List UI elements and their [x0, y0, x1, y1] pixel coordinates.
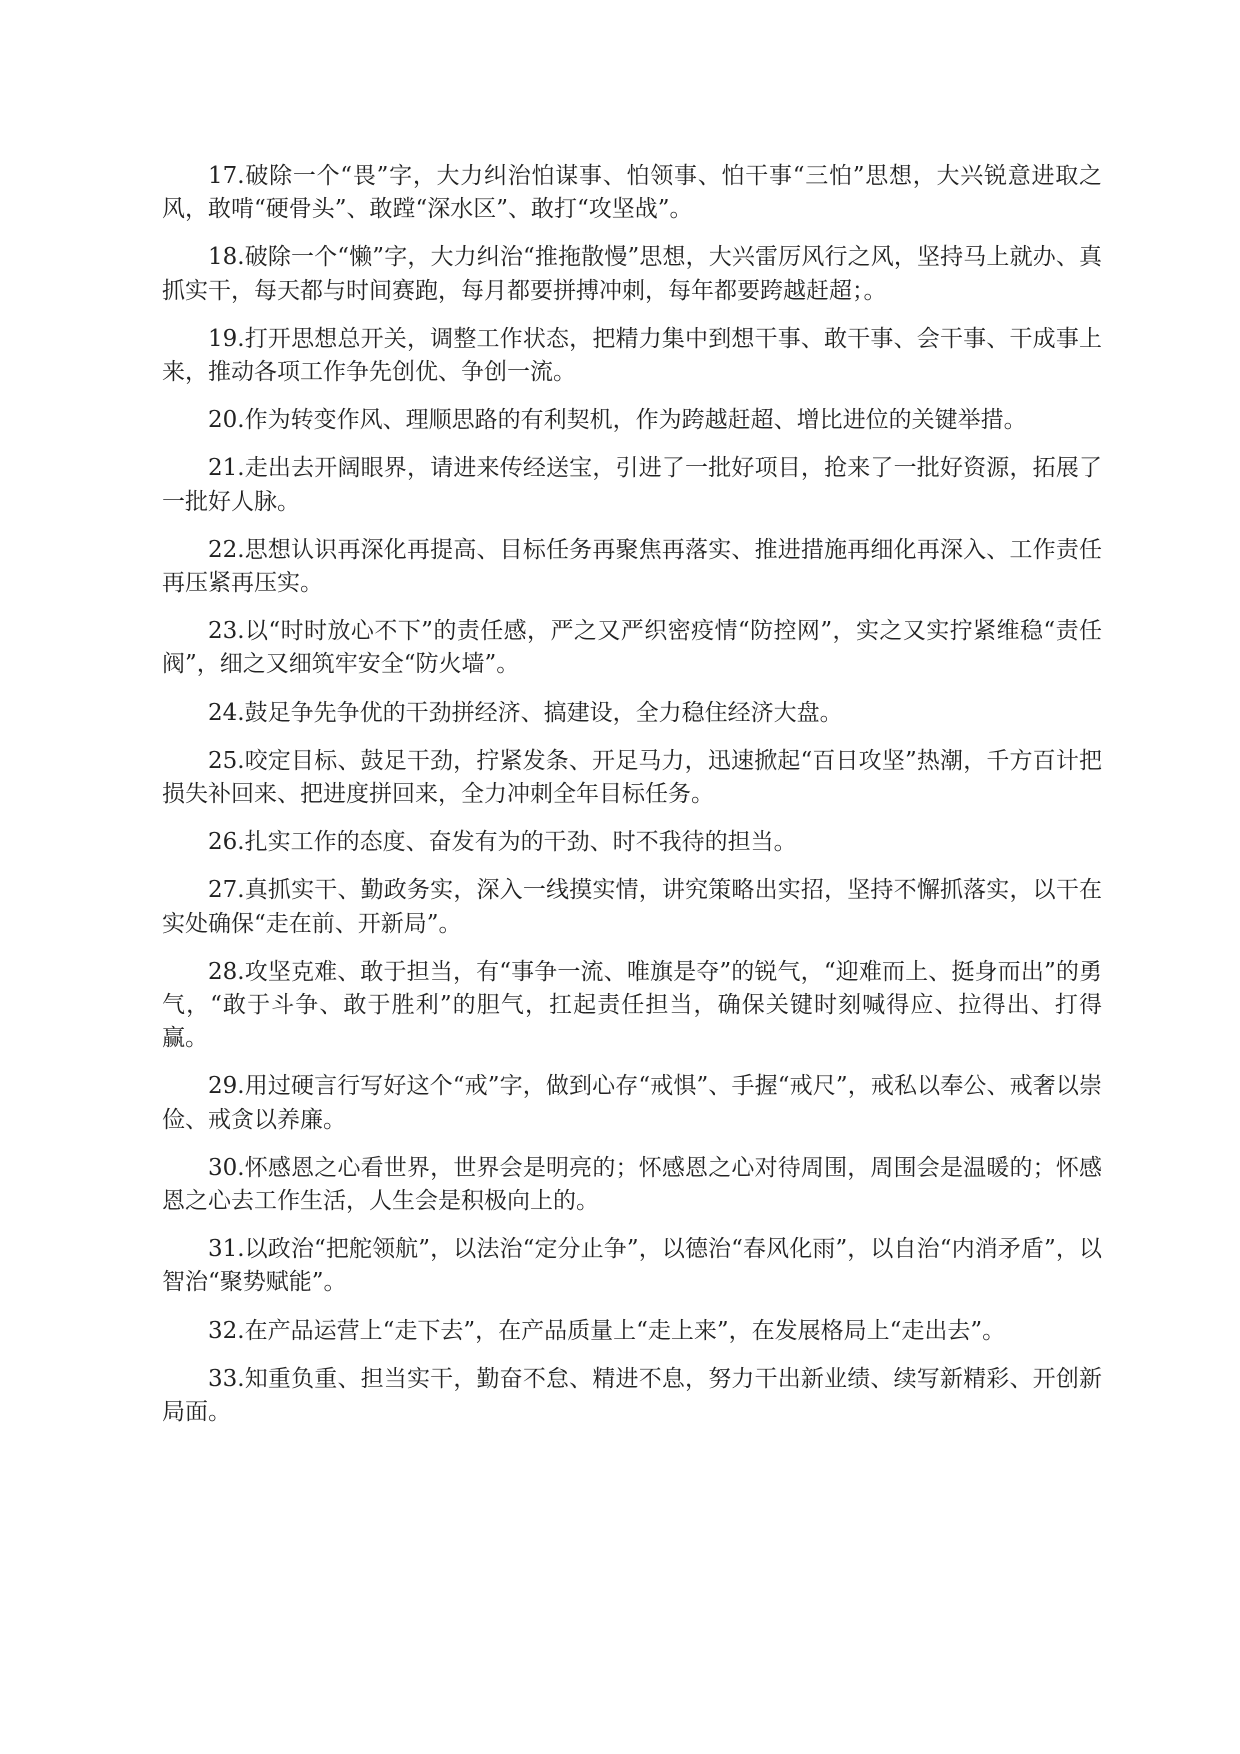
paragraph-32: 32.在产品运营上“走下去”，在产品质量上“走上来”，在发展格局上“走出去”。 [208, 1317, 1006, 1344]
paragraph-22: 22.思想认识再深化再提高、目标任务再聚焦再落实、推进措施再细化再深入、工作责任再压紧再压实。 [162, 536, 1102, 597]
paragraph-24: 24.鼓足争先争优的干劲拼经济、搞建设，全力稳住经济大盘。 [208, 699, 843, 726]
paragraph-18: 18.破除一个“懒”字，大力纠治“推拖散慢”思想，大兴雷厉风行之风，坚持马上就办、真抓实干，每天都与时间赛跑，每月都要拼搏冲刺，每年都要跨越赶超；。 [162, 244, 1102, 304]
paragraph-21: 21.走出去开阔眼界，请进来传经送宝，引进了一批好项目，抢来了一批好资源，拓展了一批好人脉。 [162, 455, 1102, 515]
paragraph-26: 26.扎实工作的态度、奋发有为的干劲、时不我待的担当。 [208, 829, 797, 856]
paragraph-28: 28.攻坚克难、敢于担当，有“事争一流、唯旗是夺”的锐气，“迎难而上、挺身而出”的勇气，“敢于斗争、敢于胜利”的胆气，扛起责任担当，确保关键时刻喊得应、拉得出、打得赢。 [162, 958, 1102, 1052]
paragraph-27: 27.真抓实干、勤政务实，深入一线摸实情，讲究策略出实招，坚持不懈抓落实，以干在实处确保“走在前、开新局”。 [162, 877, 1102, 937]
paragraph-17: 17.破除一个“畏”字，大力纠治怕谋事、怕领事、怕干事“三怕”思想，大兴锐意进取之风，敢啃“硬骨头”、敢蹚“深水区”、敢打“攻坚战”。 [162, 163, 1102, 223]
paragraph-31: 31.以政治“把舵领航”，以法治“定分止争”，以德治“春风化雨”，以自治“内消矛盾”，以智治“聚势赋能”。 [162, 1236, 1102, 1296]
paragraph-33: 33.知重负重、担当实干，勤奋不怠、精进不息，努力干出新业绩、续写新精彩、开创新局面。 [162, 1365, 1102, 1426]
paragraph-19: 19.打开思想总开关，调整工作状态，把精力集中到想干事、敢干事、会干事、干成事上来，推动各项工作争先创优、争创一流。 [162, 325, 1102, 386]
document-body [162, 160, 1102, 1444]
paragraph-29: 29.用过硬言行写好这个“戒”字，做到心存“戒惧”、手握“戒尺”，戒私以奉公、戒奢以崇俭、戒贪以养廉。 [162, 1073, 1102, 1133]
paragraph-20: 20.作为转变作风、理顺思路的有利契机，作为跨越赶超、增比进位的关键举措。 [208, 407, 1027, 434]
paragraph-30: 30.怀感恩之心看世界，世界会是明亮的；怀感恩之心对待周围，周围会是温暖的；怀感恩之心去工作生活，人生会是积极向上的。 [162, 1154, 1102, 1215]
paragraph-25: 25.咬定目标、鼓足干劲，拧紧发条、开足马力，迅速掀起“百日攻坚”热潮，千方百计把损失补回来、把进度拼回来，全力冲刺全年目标任务。 [162, 747, 1102, 808]
paragraph-23: 23.以“时时放心不下”的责任感，严之又严织密疫情“防控网”，实之又实拧紧维稳“责任阀”，细之又细筑牢安全“防火墙”。 [162, 618, 1102, 678]
